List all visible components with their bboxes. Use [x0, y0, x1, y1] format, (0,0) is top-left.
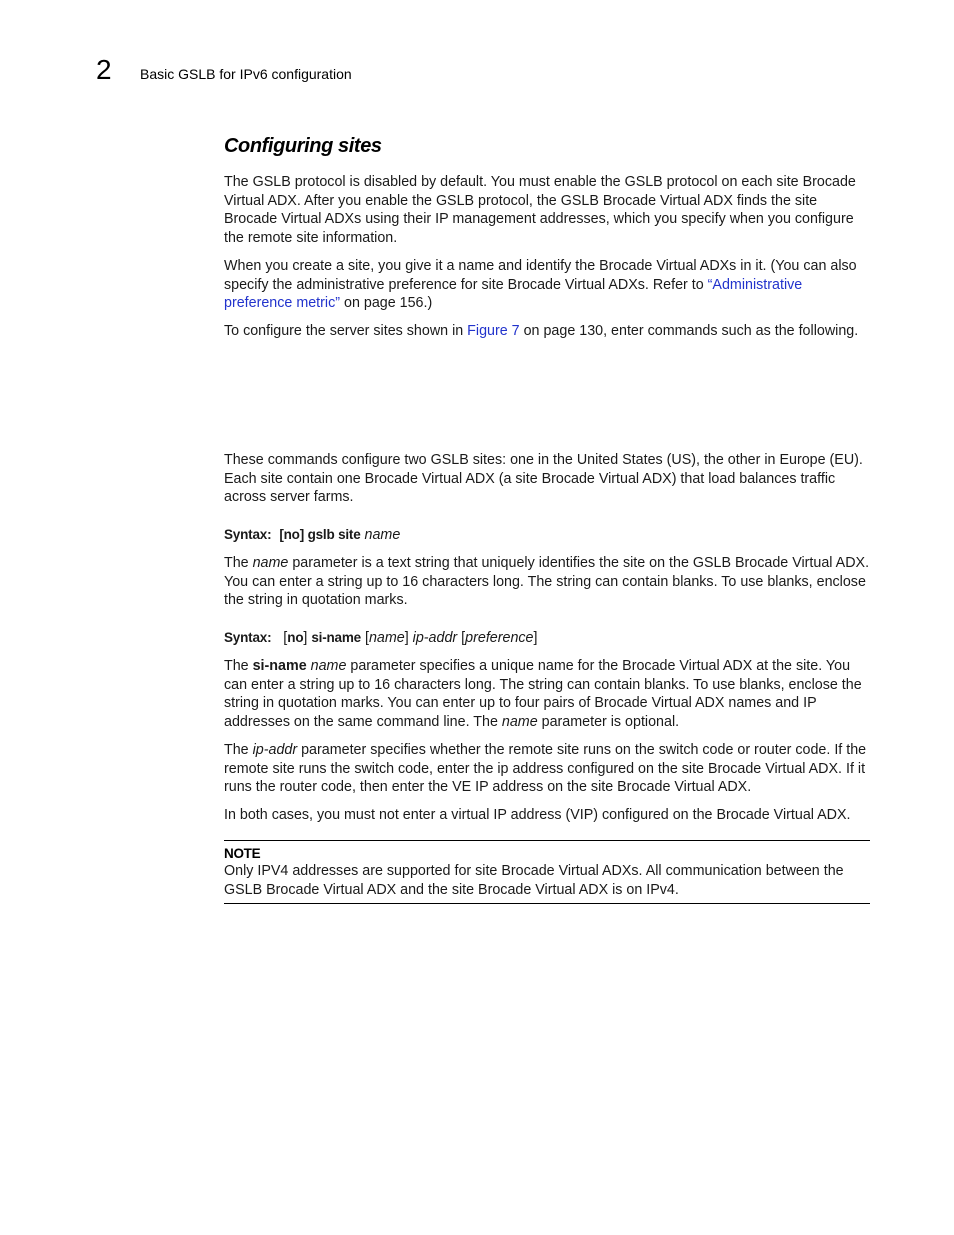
link-administrative-preference-metric[interactable]: “Administrative preference metric”: [224, 276, 803, 312]
param-name: name: [501, 714, 538, 731]
syntax-param-ip-addr: ip-addr: [412, 630, 458, 646]
syntax-bracket: [: [364, 630, 369, 646]
paragraph-text: To configure the server sites shown in: [224, 323, 468, 339]
paragraph-text: The: [224, 658, 253, 674]
paragraph-text: parameter specifies whether the remote site runs on the switch code or router code. If the remote site runs the switch code, enter the ip address configured on the site Brocade Virtual ADX. If it runs the router code, then enter the VE IP address on the site Brocade Virtual ADX.: [224, 742, 867, 796]
paragraph-si-name-parameter: [224, 657, 870, 732]
syntax-gslb-site: [224, 526, 870, 545]
note-text: Only IPV4 addresses are supported for site Brocade Virtual ADXs. All communication between the GSLB Brocade Virtual ADX and the site Brocade Virtual ADX is on IPv4.: [224, 863, 844, 898]
syntax-si-name: [224, 629, 870, 648]
syntax-bracket: [: [461, 630, 466, 646]
chapter-number: 2: [96, 54, 112, 85]
note-label: NOTE: [224, 846, 261, 861]
link-figure-7[interactable]: Figure 7: [467, 323, 520, 339]
syntax-bracket: ]: [303, 630, 308, 646]
syntax-bracket: ]: [533, 630, 538, 646]
paragraph-text: parameter is a text string that uniquely identifies the site on the GSLB Brocade Virtual ADX. You can enter a string up to 16 characters long. The string can contain blanks. To use blanks, enclose the string in quotation marks.: [224, 555, 870, 609]
paragraph-text: The: [224, 742, 253, 758]
syntax-command: [no] gslb site: [279, 527, 361, 542]
paragraph-vip-warning: In both cases, you must not enter a virtual IP address (VIP) configured on the Brocade Virtual ADX.: [224, 807, 851, 823]
paragraph-text: on page 156.): [340, 295, 433, 312]
note-box: [224, 840, 870, 904]
param-ip-addr: ip-addr: [252, 742, 298, 758]
paragraph-text: on page 130, enter commands such as the following.: [519, 323, 859, 339]
syntax-label: Syntax:: [224, 527, 272, 542]
paragraph-text: parameter is optional.: [537, 714, 680, 731]
paragraph-create-site: [224, 257, 870, 313]
param-name: name: [310, 658, 347, 674]
paragraph-name-parameter: [224, 554, 870, 610]
syntax-label: Syntax:: [224, 630, 272, 645]
syntax-bracket: ]: [404, 630, 409, 646]
paragraph-commands-description: These commands configure two GSLB sites: one in the United States (US), the other in Europe (EU). Each site contain one Brocade Virtual ADX (a site Brocade Virtual ADX) that load balances traffic across server farms.: [224, 452, 863, 506]
paragraph-ip-addr-parameter: [224, 741, 870, 797]
param-si-name: si-name: [252, 658, 307, 674]
syntax-keyword-no: no: [287, 630, 304, 645]
syntax-param-preference: preference: [465, 630, 534, 646]
section-title: Configuring sites: [224, 135, 382, 157]
syntax-param-name: name: [364, 527, 401, 543]
paragraph-configure-sites: [224, 322, 870, 341]
syntax-bracket: [: [283, 630, 288, 646]
running-header: Basic GSLB for IPv6 configuration: [140, 66, 352, 82]
paragraph-text: The: [224, 555, 253, 571]
param-name: name: [252, 555, 289, 571]
paragraph-text: parameter specifies a unique name for the Brocade Virtual ADX at the site. You can enter a string up to 16 characters long. The string can contain blanks. To use blanks, enclose the string in quotation marks. You can enter up to four pairs of Brocade Virtual ADX names and IP addresses on the same command line. The: [224, 658, 862, 731]
syntax-command: si-name: [311, 630, 361, 645]
paragraph-text: When you create a site, you give it a name and identify the Brocade Virtual ADXs in it. (You can also specify the administrative preference for site Brocade Virtual ADXs. Refer to: [224, 258, 857, 293]
syntax-param-name: name: [368, 630, 405, 646]
paragraph-gslb-protocol: The GSLB protocol is disabled by default. You must enable the GSLB protocol on each site Brocade Virtual ADX. After you enable the GSLB protocol, the GSLB Brocade Virtual ADX finds the site Brocade Virtual ADXs using their IP management addresses, which you specify when you configure the remote site information.: [224, 174, 856, 247]
